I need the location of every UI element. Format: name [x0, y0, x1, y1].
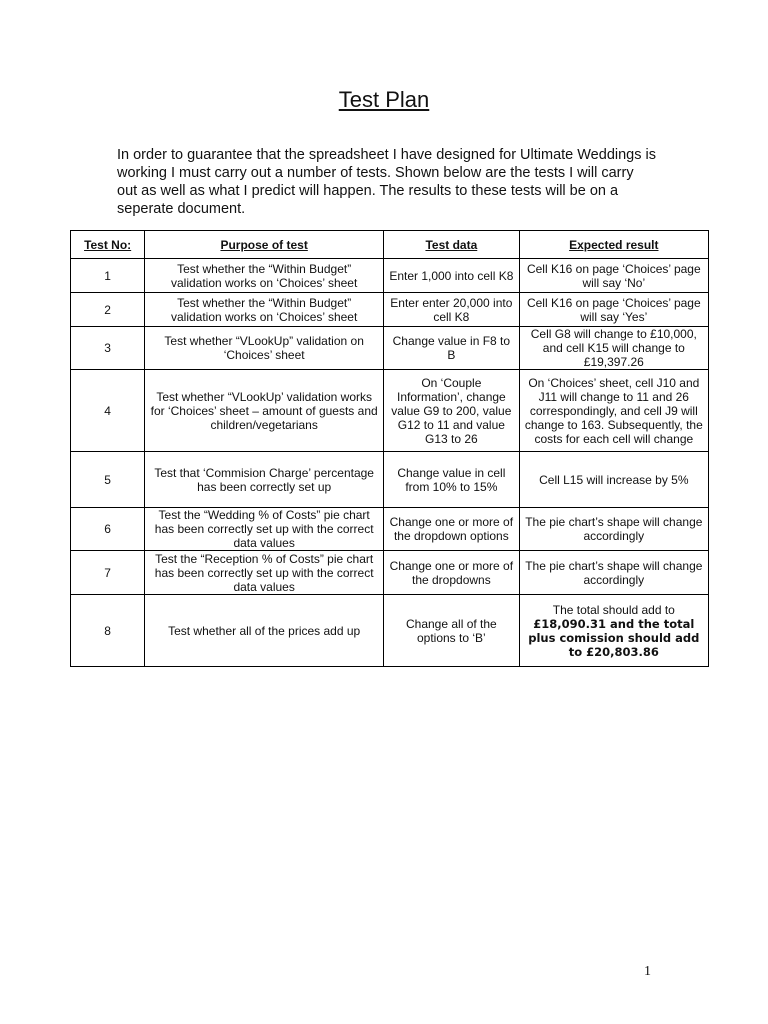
expected-result-cell: The pie chart’s shape will change accordingly: [519, 508, 708, 551]
purpose-cell: Test that ‘Commision Charge’ percentage has been correctly set up: [145, 452, 384, 508]
test-no-cell: 8: [71, 595, 145, 667]
intro-paragraph: In order to guarantee that the spreadsheet I have designed for Ultimate Weddings is working I must carry out a number of tests. Shown below are the tests I will carry out as well as what I predict will happen. The results to these tests will be on a seperate document.: [117, 147, 656, 217]
table-row: [71, 452, 709, 508]
test-data-cell: On ‘Couple Information’, change value G9 to 200, value G12 to 11 and value G13 to 26: [384, 370, 520, 452]
table-header-row: [71, 231, 709, 259]
page-number: 1: [644, 964, 651, 979]
expected-result-cell: The pie chart’s shape will change accordingly: [519, 551, 708, 595]
test-data-cell: Enter 1,000 into cell K8: [384, 259, 520, 293]
test-data-cell: Change value in cell from 10% to 15%: [384, 452, 520, 508]
expected-result-line: The total should add to: [552, 602, 675, 617]
table-row: [71, 293, 709, 327]
table-row: [71, 370, 709, 452]
purpose-cell: Test the “Reception % of Costs” pie chart has been correctly set up with the correct data values: [145, 551, 384, 595]
purpose-cell: Test whether all of the prices add up: [145, 595, 384, 667]
purpose-cell: Test the “Wedding % of Costs” pie chart has been correctly set up with the correct data values: [145, 508, 384, 551]
test-no-cell: 1: [71, 259, 145, 293]
test-no-cell: 3: [71, 327, 145, 370]
expected-result-cell: Cell L15 will increase by 5%: [519, 452, 708, 508]
test-no-cell: 2: [71, 293, 145, 327]
table-row: [71, 551, 709, 595]
expected-result-total: £18,090.31 and the total plus comission should add to £20,803.86: [528, 616, 700, 659]
purpose-cell: Test whether the “Within Budget” validation works on ‘Choices’ sheet: [145, 293, 384, 327]
header-expected-result: Expected result: [519, 231, 708, 259]
test-no-cell: 6: [71, 508, 145, 551]
expected-result-cell: Cell G8 will change to £10,000, and cell K15 will change to £19,397.26: [519, 327, 708, 370]
expected-result-cell: On ‘Choices’ sheet, cell J10 and J11 will change to 11 and 26 correspondingly, and cell J9 will change to 163. Subsequently, the costs for each cell will change: [519, 370, 708, 452]
test-data-cell: Change one or more of the dropdown options: [384, 508, 520, 551]
test-no-cell: 5: [71, 452, 145, 508]
test-no-cell: 7: [71, 551, 145, 595]
table-row: [71, 508, 709, 551]
test-plan-table: [70, 230, 709, 667]
test-data-cell: Change value in F8 to B: [384, 327, 520, 370]
table-row: [71, 595, 709, 667]
expected-result-cell: [519, 595, 708, 667]
expected-result-cell: Cell K16 on page ‘Choices’ page will say ‘Yes’: [519, 293, 708, 327]
header-purpose: Purpose of test: [145, 231, 384, 259]
purpose-cell: Test whether “VLookUp” validation on ‘Choices’ sheet: [145, 327, 384, 370]
purpose-cell: Test whether “VLookUp’ validation works for ‘Choices’ sheet – amount of guests and children/vegetarians: [145, 370, 384, 452]
table-row: [71, 327, 709, 370]
test-no-cell: 4: [71, 370, 145, 452]
page-title: Test Plan: [338, 87, 430, 112]
expected-result-cell: Cell K16 on page ‘Choices’ page will say ‘No’: [519, 259, 708, 293]
test-data-cell: Enter enter 20,000 into cell K8: [384, 293, 520, 327]
table-row: [71, 259, 709, 293]
header-test-data: Test data: [384, 231, 520, 259]
header-test-no: Test No:: [71, 231, 145, 259]
purpose-cell: Test whether the “Within Budget” validation works on ‘Choices’ sheet: [145, 259, 384, 293]
test-data-cell: Change all of the options to ‘B’: [384, 595, 520, 667]
test-data-cell: Change one or more of the dropdowns: [384, 551, 520, 595]
